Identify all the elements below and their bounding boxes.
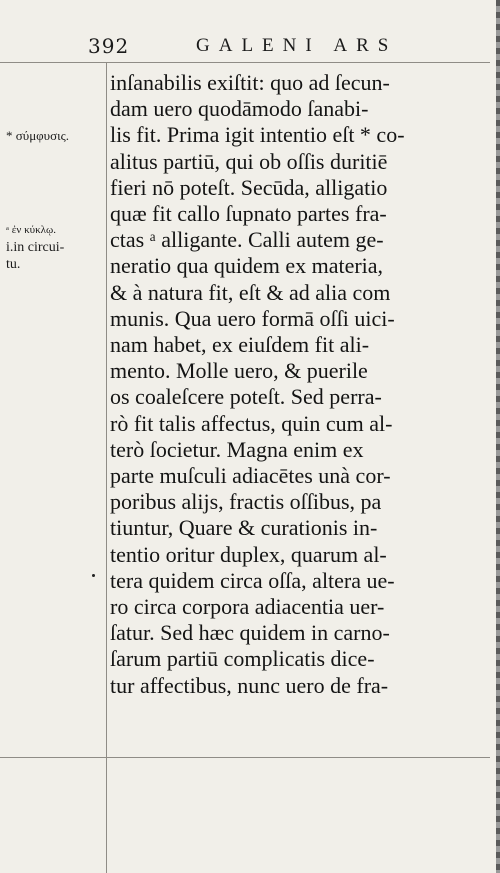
text-line: poribus alijs, fractis oſſibus, pa <box>110 489 382 515</box>
text-line: alitus partiū, qui ob oſſis duritiē <box>110 148 388 174</box>
text-line: nam habet, ex eiuſdem fit ali- <box>110 332 370 358</box>
body-text <box>110 70 490 699</box>
margin-rule <box>106 62 107 873</box>
text-line: munis. Qua uero formā oſſi uici- <box>110 305 395 331</box>
text-line: lis fit. Prima igit intentio eſt * co- <box>110 122 405 148</box>
text-line: os coaleſcere poteſt. Sed perra- <box>110 384 382 410</box>
text-line: ſatur. Sed hæc quidem in carno- <box>110 620 390 646</box>
margin-note-en-kyklo <box>6 221 64 273</box>
margin-note-greek: ᵃ ἐν κύκλῳ. <box>6 224 56 236</box>
text-line: ſarum partiū complicatis dice- <box>110 646 375 672</box>
text-line: & à natura fit, eſt & ad alia com <box>110 279 391 305</box>
margin-note-latin-line-1: i.in circui- <box>6 240 65 255</box>
text-line: ctas ᵃ alligante. Calli autem ge- <box>110 227 384 253</box>
running-title: GALENI ARS <box>196 35 398 56</box>
page-header <box>0 22 480 62</box>
text-line: fieri nō poteſt. Secūda, alligatio <box>110 174 388 200</box>
text-line: dam uero quodāmodo ſanabi- <box>110 96 369 122</box>
text-line: tentio oritur duplex, quarum al- <box>110 541 387 567</box>
margin-note-greek-symphysis: * σύμφυσις. <box>6 128 70 143</box>
page-edge <box>496 0 500 873</box>
ink-mark <box>92 574 95 577</box>
text-line: parte muſculi adiacētes unà cor- <box>110 463 391 489</box>
text-line: tiuntur, Quare & curationis in- <box>110 515 378 541</box>
text-line: ro circa corpora adiacentia uer- <box>110 594 385 620</box>
text-line: terò ſocietur. Magna enim ex <box>110 436 364 462</box>
header-rule <box>0 62 490 63</box>
margin-note-latin-line-2: tu. <box>6 257 21 272</box>
text-line: rò fit talis affectus, quin cum al- <box>110 410 393 436</box>
text-line: tera quidem circa oſſa, altera ue- <box>110 567 395 593</box>
text-line: tur affectibus, nunc uero de fra- <box>110 672 389 698</box>
text-line: mento. Molle uero, & puerile <box>110 358 368 384</box>
bottom-rule <box>0 757 490 758</box>
text-line: neratio qua quidem ex materia, <box>110 253 384 279</box>
text-line: inſanabilis exiſtit: quo ad ſecun- <box>110 70 390 95</box>
page-number: 392 <box>88 34 130 58</box>
text-line: quæ fit callo ſupnato partes fra- <box>110 201 387 227</box>
